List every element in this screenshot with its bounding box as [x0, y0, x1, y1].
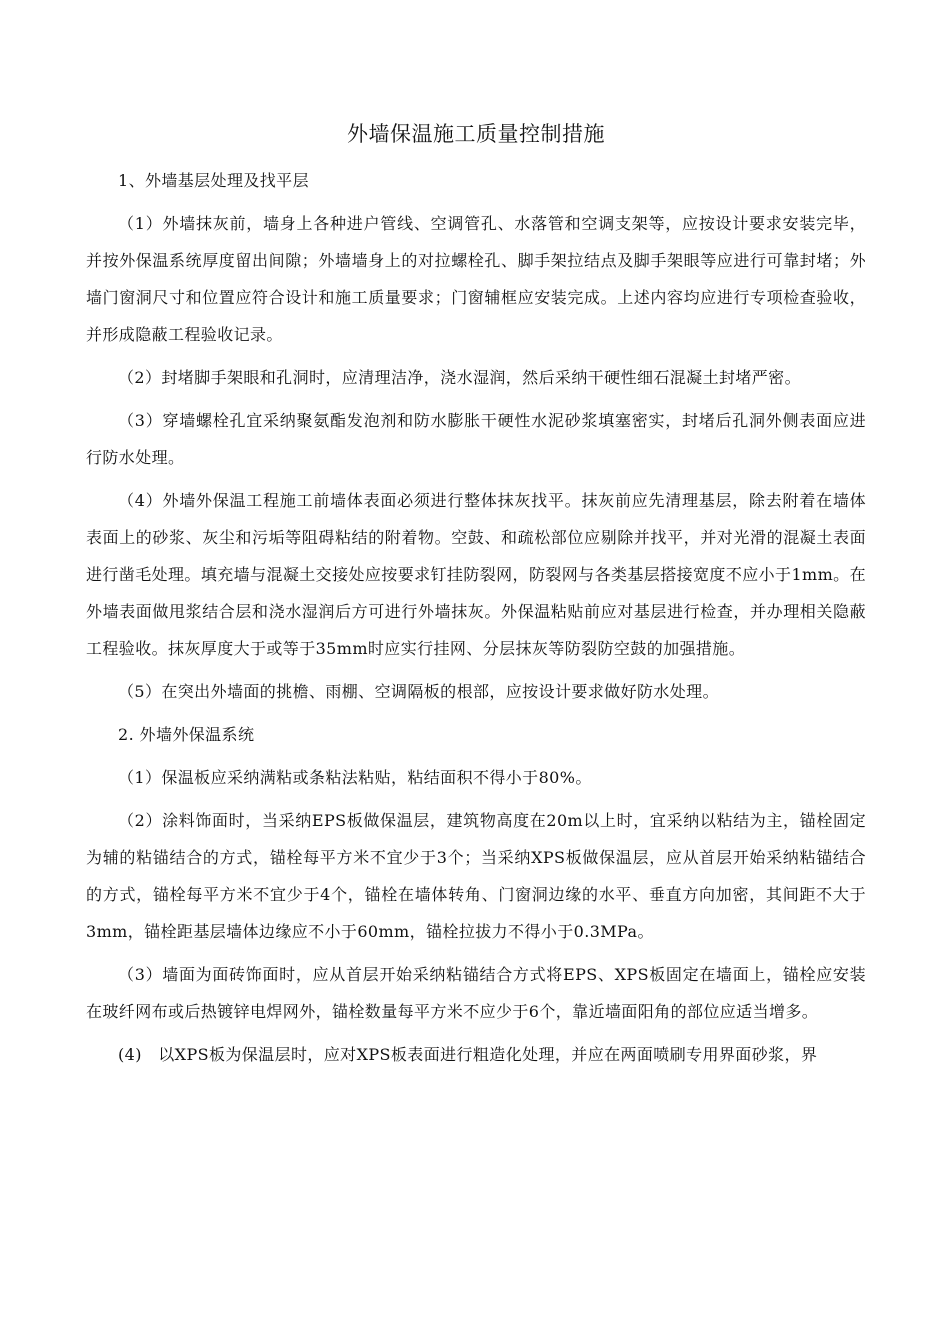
page-title: 外墙保温施工质量控制措施 [347, 122, 605, 146]
paragraph-1-5: （5）在突出外墙面的挑檐、雨棚、空调隔板的根部，应按设计要求做好防水处理。 [118, 682, 719, 701]
paragraph-1-3: （3）穿墙螺栓孔宜采纳聚氨酯发泡剂和防水膨胀干硬性水泥砂浆填塞密实，封堵后孔洞外侧表面应进行防水处理。 [86, 411, 866, 467]
paragraph-2-3: （3）墙面为面砖饰面时，应从首层开始采纳粘锚结合方式将EPS、XPS板固定在墙面上，锚栓应安装在玻纤网布或后热镀锌电焊网外，锚栓数量每平方米不应少于6个，靠近墙面阳角的部位应适当增多。 [86, 965, 866, 1021]
paragraph-2-2: （2）涂料饰面时，当采纳EPS板做保温层，建筑物高度在20m以上时，宜采纳以粘结为主，锚栓固定为辅的粘锚结合的方式，锚栓每平方米不宜少于3个；当采纳XPS板做保温层，应从首层开始采纳粘锚结合的方式，锚栓每平方米不宜少于4个，锚栓在墙体转角、门窗洞边缘的水平、垂直方向加密，其间距不大于3mm，锚栓距基层墙体边缘应不小于60mm，锚栓拉拔力不得小于0.3MPa。 [86, 811, 866, 941]
paragraph-2-1: （1）保温板应采纳满粘或条粘法粘贴，粘结面积不得小于80%。 [118, 768, 592, 787]
paragraph-1-2: （2）封堵脚手架眼和孔洞时，应清理洁净，浇水湿润，然后采纳干硬性细石混凝土封堵严密。 [118, 368, 801, 387]
paragraph-2-4: (4) 以XPS板为保温层时，应对XPS板表面进行粗造化处理，并应在两面喷刷专用界面砂浆，界 [118, 1045, 818, 1064]
document-page [86, 118, 866, 1073]
section-heading-1: 1、外墙基层处理及找平层 [118, 171, 309, 190]
paragraph-1-1: （1）外墙抹灰前，墙身上各种进户管线、空调管孔、水落管和空调支架等，应按设计要求安装完毕，并按外保温系统厚度留出间隙；外墙墙身上的对拉螺栓孔、脚手架拉结点及脚手架眼等应进行可靠封堵；外墙门窗洞尺寸和位置应符合设计和施工质量要求；门窗辅框应安装完成。上述内容均应进行专项检查验收，并形成隐蔽工程验收记录。 [86, 214, 866, 344]
section-heading-2: 2. 外墙外保温系统 [118, 725, 255, 744]
paragraph-1-4: （4）外墙外保温工程施工前墙体表面必须进行整体抹灰找平。抹灰前应先清理基层，除去附着在墙体表面上的砂浆、灰尘和污垢等阻碍粘结的附着物。空鼓、和疏松部位应剔除并找平，并对光滑的混凝土表面进行凿毛处理。填充墙与混凝土交接处应按要求钉挂防裂网，防裂网与各类基层搭接宽度不应小于1mm。在外墙表面做甩浆结合层和浇水湿润后方可进行外墙抹灰。外保温粘贴前应对基层进行检查，并办理相关隐蔽工程验收。抹灰厚度大于或等于35mm时应实行挂网、分层抹灰等防裂防空鼓的加强措施。 [86, 491, 866, 658]
